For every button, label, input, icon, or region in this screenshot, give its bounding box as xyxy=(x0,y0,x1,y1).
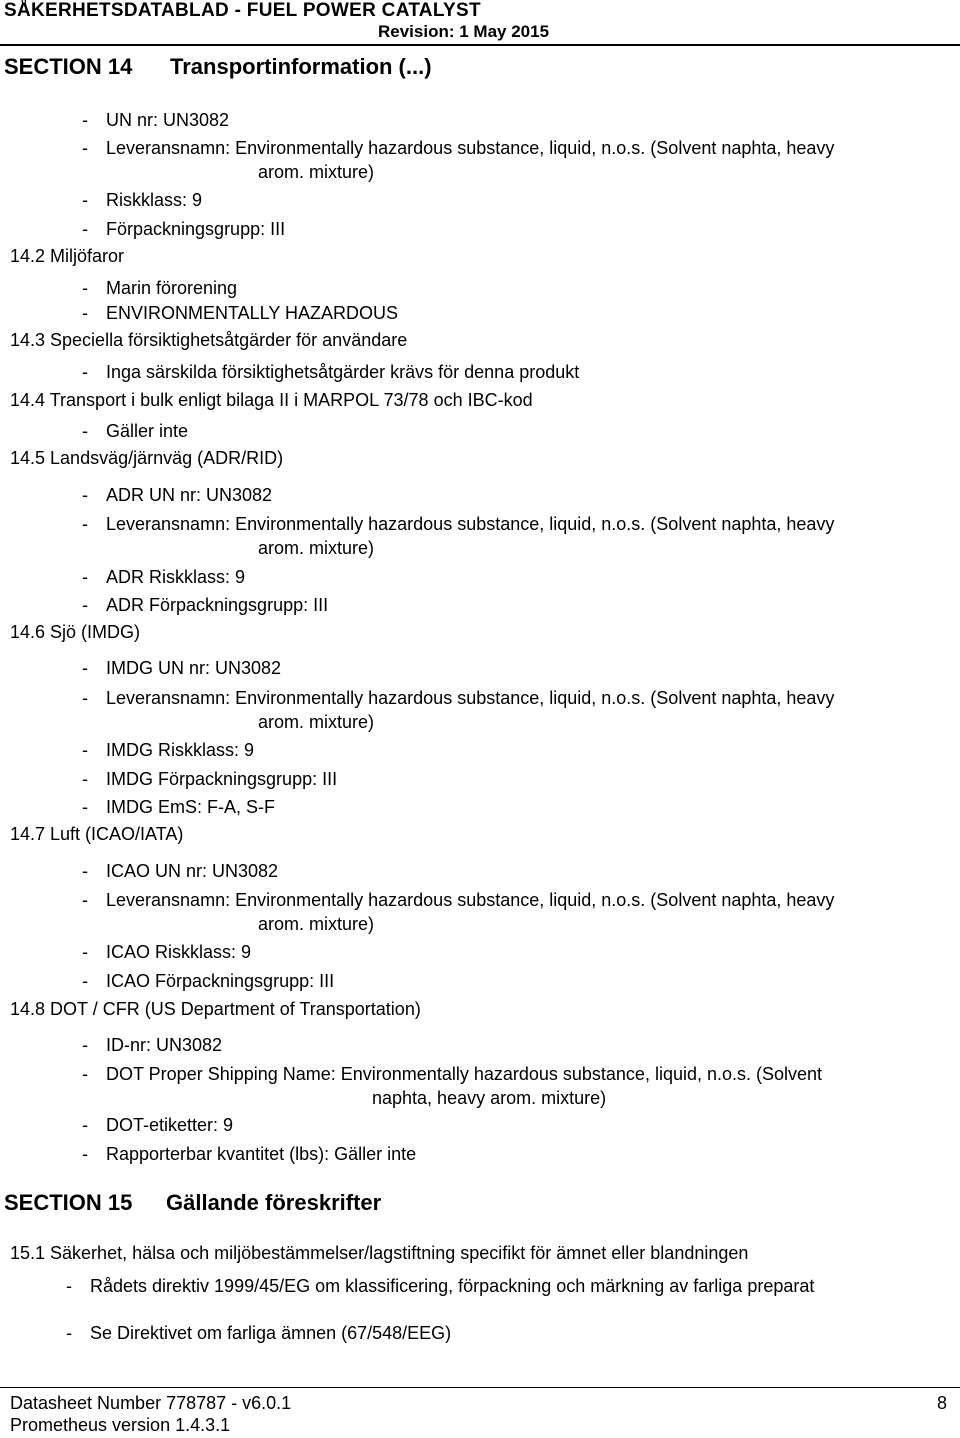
list-item: - ICAO Riskklass: 9 xyxy=(82,942,252,962)
subsection-heading: 14.3 Speciella försiktighetsåtgärder för användare xyxy=(10,330,408,350)
prometheus-version: Prometheus version 1.4.3.1 xyxy=(10,1415,231,1435)
list-item: - Rapporterbar kvantitet (lbs): Gäller inte xyxy=(82,1144,417,1164)
list-item: - Gäller inte xyxy=(82,421,189,441)
list-item: - Förpackningsgrupp: III xyxy=(82,219,286,239)
list-item: - Marin förorening xyxy=(82,278,238,298)
subsection-heading: 14.6 Sjö (IMDG) xyxy=(10,622,141,642)
list-item: - Se Direktivet om farliga ämnen (67/548/EEG) xyxy=(66,1323,452,1343)
list-item-continuation: arom. mixture) xyxy=(258,914,375,934)
section-15-title: Gällande föreskrifter xyxy=(166,1190,382,1215)
subsection-heading: 15.1 Säkerhet, hälsa och miljöbestämmelser/lagstiftning specifikt för ämnet eller blandningen xyxy=(10,1243,749,1263)
list-item: - ID-nr: UN3082 xyxy=(82,1035,223,1055)
header-divider xyxy=(0,44,960,46)
list-item: - DOT-etiketter: 9 xyxy=(82,1115,234,1135)
list-item: - ADR Riskklass: 9 xyxy=(82,567,246,587)
list-item-continuation: arom. mixture) xyxy=(258,538,375,558)
list-item: - ADR Förpackningsgrupp: III xyxy=(82,595,329,615)
list-item-continuation: arom. mixture) xyxy=(258,162,375,182)
section-15-number: SECTION 15 xyxy=(4,1190,133,1215)
subsection-heading: 14.4 Transport i bulk enligt bilaga II i MARPOL 73/78 och IBC-kod xyxy=(10,390,533,410)
list-item-continuation: naphta, heavy arom. mixture) xyxy=(372,1088,607,1108)
list-item: - IMDG UN nr: UN3082 xyxy=(82,658,282,678)
list-item: - Inga särskilda försiktighetsåtgärder krävs för denna produkt xyxy=(82,362,580,382)
list-item: - DOT Proper Shipping Name: Environmentally hazardous substance, liquid, n.o.s. (Solvent xyxy=(82,1064,823,1084)
subsection-heading: 14.2 Miljöfaror xyxy=(10,246,125,266)
subsection-heading: 14.7 Luft (ICAO/IATA) xyxy=(10,824,184,844)
list-item: - IMDG EmS: F-A, S-F xyxy=(82,797,275,817)
subsection-heading: 14.8 DOT / CFR (US Department of Transportation) xyxy=(10,999,421,1019)
section-14-number: SECTION 14 xyxy=(4,54,133,79)
datasheet-number: Datasheet Number 778787 - v6.0.1 xyxy=(10,1393,292,1413)
list-item-continuation: arom. mixture) xyxy=(258,712,375,732)
page-number: 8 xyxy=(937,1393,948,1413)
list-item: - ADR UN nr: UN3082 xyxy=(82,485,273,505)
list-item: - ENVIRONMENTALLY HAZARDOUS xyxy=(82,303,399,323)
revision-date: Revision: 1 May 2015 xyxy=(378,22,550,41)
list-item: - Riskklass: 9 xyxy=(82,190,203,210)
subsection-heading: 14.5 Landsväg/järnväg (ADR/RID) xyxy=(10,448,284,468)
section-14-title: Transportinformation (...) xyxy=(170,54,432,79)
list-item: - IMDG Förpackningsgrupp: III xyxy=(82,769,338,789)
list-item: - ICAO UN nr: UN3082 xyxy=(82,861,279,881)
list-item: - Leveransnamn: Environmentally hazardous substance, liquid, n.o.s. (Solvent naphta, heavy xyxy=(82,514,835,534)
list-item: - ICAO Förpackningsgrupp: III xyxy=(82,971,335,991)
list-item: - Rådets direktiv 1999/45/EG om klassificering, förpackning och märkning av farliga preparat xyxy=(66,1276,815,1296)
footer-divider xyxy=(0,1387,960,1388)
list-item: - Leveransnamn: Environmentally hazardous substance, liquid, n.o.s. (Solvent naphta, heavy xyxy=(82,890,835,910)
document-title: SÅKERHETSDATABLAD - FUEL POWER CATALYST xyxy=(4,0,481,21)
list-item: - UN nr: UN3082 xyxy=(82,110,230,130)
list-item: - Leveransnamn: Environmentally hazardous substance, liquid, n.o.s. (Solvent naphta, heavy xyxy=(82,138,835,158)
list-item: - Leveransnamn: Environmentally hazardous substance, liquid, n.o.s. (Solvent naphta, heavy xyxy=(82,688,835,708)
list-item: - IMDG Riskklass: 9 xyxy=(82,740,255,760)
